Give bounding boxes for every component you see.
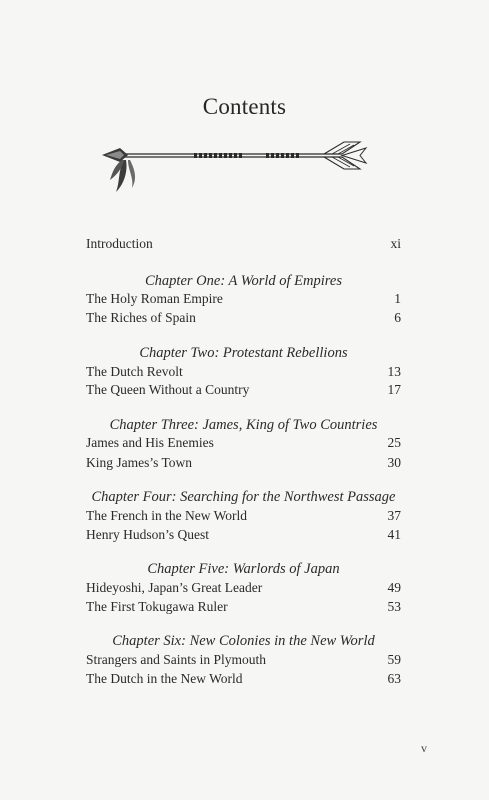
toc-entry-label: The Queen Without a Country	[86, 382, 250, 397]
toc-entry-page: 63	[387, 671, 401, 686]
toc-entry-label: King James’s Town	[86, 455, 193, 470]
toc-entry-page: 49	[387, 580, 401, 595]
toc-entry	[86, 289, 401, 309]
toc-entry-label: The Holy Roman Empire	[86, 291, 223, 306]
toc-entry-page: 13	[387, 364, 401, 379]
toc-entry-page: 30	[387, 455, 401, 470]
toc-entry-label: The Riches of Spain	[86, 310, 196, 325]
toc-entry-label: The French in the New World	[86, 508, 247, 523]
chapter-heading: Chapter Six: New Colonies in the New World	[112, 633, 375, 649]
toc-entry-page: 25	[387, 435, 401, 450]
toc-entry	[86, 453, 401, 473]
page-title: Contents	[202, 94, 287, 119]
chapter-heading: Chapter One: A World of Empires	[145, 273, 342, 289]
toc-entry-page: 6	[394, 310, 401, 325]
toc-entry-page: xi	[390, 236, 401, 251]
toc-entry-label: Strangers and Saints in Plymouth	[86, 652, 266, 667]
toc-entry-label: The Dutch in the New World	[86, 671, 243, 686]
chapter-heading: Chapter Three: James, King of Two Countries	[109, 417, 378, 433]
toc-entry	[86, 525, 401, 545]
chapter-heading: Chapter Four: Searching for the Northwest Passage	[91, 489, 396, 505]
toc-entry	[86, 597, 401, 617]
toc-entry-introduction	[86, 234, 401, 254]
toc-entry-label: Hideyoshi, Japan’s Great Leader	[86, 580, 263, 595]
toc-entry	[86, 362, 401, 382]
chapter-heading: Chapter Five: Warlords of Japan	[147, 561, 340, 577]
toc-entry-label: The First Tokugawa Ruler	[86, 599, 228, 614]
toc-entry-label: Henry Hudson’s Quest	[86, 527, 209, 542]
toc-entry	[86, 433, 401, 453]
toc-entry-page: 37	[387, 508, 401, 523]
toc-entry	[86, 380, 401, 400]
toc-entry-page: 53	[387, 599, 401, 614]
chapter-heading: Chapter Two: Protestant Rebellions	[139, 345, 348, 361]
toc-entry-label: James and His Enemies	[86, 435, 214, 450]
toc-entry-label: The Dutch Revolt	[86, 364, 183, 379]
toc-entry	[86, 650, 401, 670]
toc-entry-label: Introduction	[86, 236, 153, 251]
arrow-ornament-icon	[98, 140, 370, 196]
toc-entry	[86, 506, 401, 526]
toc-entry-page: 59	[387, 652, 401, 667]
toc-entry-page: 17	[387, 382, 401, 397]
toc-entry-page: 1	[394, 291, 401, 306]
toc-entry	[86, 308, 401, 328]
page-number: v	[421, 741, 427, 755]
toc-entry	[86, 669, 401, 689]
toc-entry-page: 41	[387, 527, 401, 542]
toc-entry	[86, 578, 401, 598]
